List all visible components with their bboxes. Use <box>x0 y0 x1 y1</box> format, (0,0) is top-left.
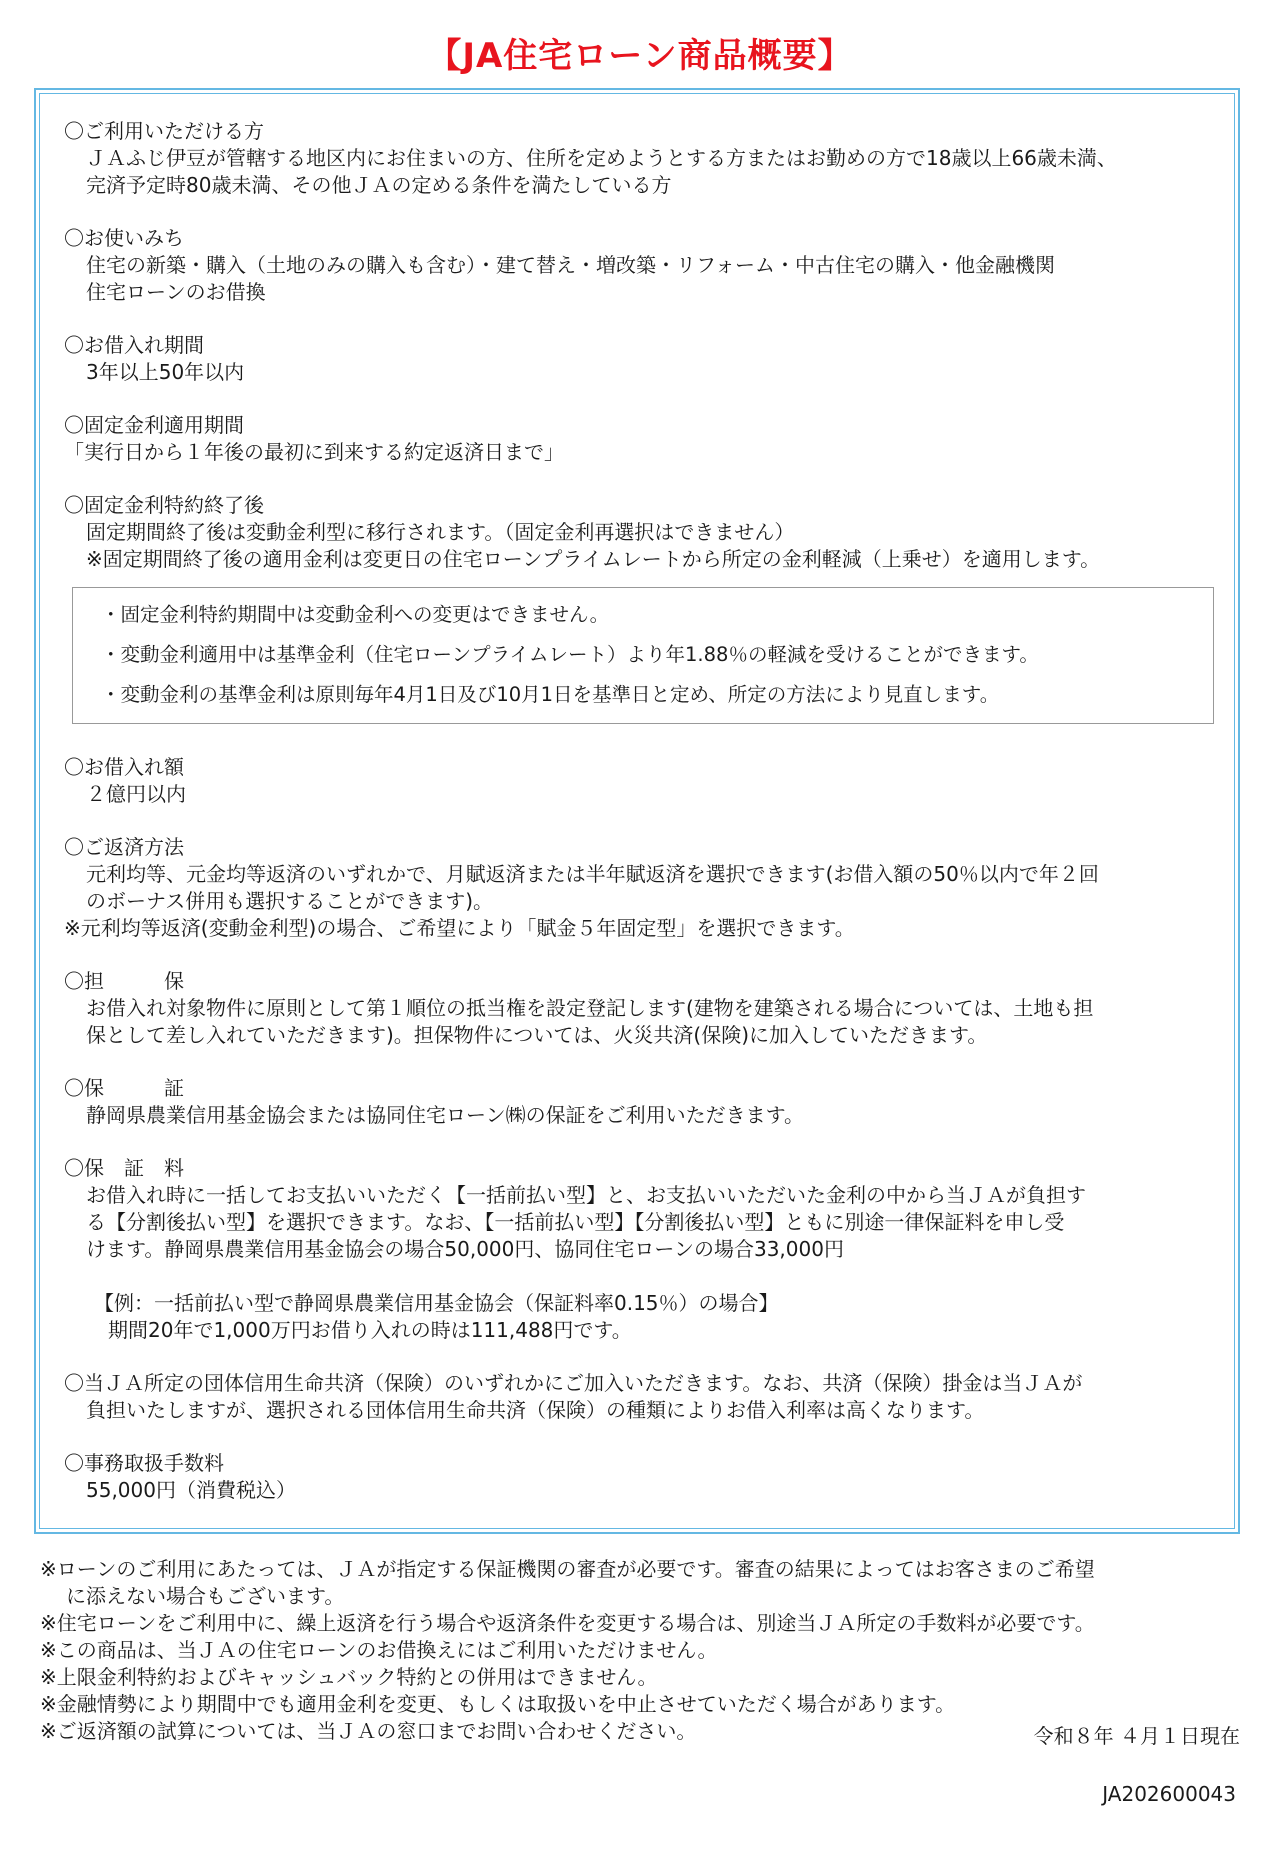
section-heading: 〇当ＪＡ所定の団体信用生命共済（保険）のいずれかにご加入いただきます。なお、共済（保険）掛金は当ＪＡが <box>64 1371 1083 1395</box>
section-text: 「実行日から１年後の最初に到来する約定返済日まで」 <box>64 440 564 464</box>
section-heading: 〇ご利用いただける方 <box>64 119 264 143</box>
section-text: のボーナス併用も選択することができます)。 <box>86 889 494 913</box>
section-group-life-insurance <box>64 1370 1210 1424</box>
footnote: ※住宅ローンをご利用中に、繰上返済を行う場合や返済条件を変更する場合は、別途当ＪＡ所定の手数料が必要です。 <box>40 1611 1095 1635</box>
footnote: ※ローンのご利用にあたっては、ＪＡが指定する保証機関の審査が必要です。審査の結果によってはお客さまのご希望 <box>40 1557 1095 1581</box>
section-text: お借入れ時に一括してお支払いいただく【一括前払い型】と、お支払いいただいた金利の中から当ＪＡが負担す <box>86 1183 1086 1207</box>
section-fixed-rate-period <box>64 412 1210 466</box>
section-repayment <box>64 834 1210 942</box>
section-heading: 〇ご返済方法 <box>64 835 184 859</box>
footnote: ※この商品は、当ＪＡの住宅ローンのお借換えにはご利用いただけません。 <box>40 1638 718 1662</box>
section-text: 住宅の新築・購入（土地のみの購入も含む）・建て替え・増改築・リフォーム・中古住宅の購入・他金融機関 <box>86 253 1055 277</box>
section-text: 元利均等、元金均等返済のいずれかで、月賦返済または半年賦返済を選択できます(お借入額の50％以内で年２回 <box>86 862 1099 886</box>
section-text: 完済予定時80歳未満、その他ＪＡの定める条件を満たしている方 <box>86 173 672 197</box>
section-loan-amount <box>64 754 1210 808</box>
section-heading: 〇お借入れ額 <box>64 755 184 779</box>
overview-frame <box>34 88 1240 1534</box>
footnotes <box>40 1556 1240 1745</box>
section-heading: 〇担 保 <box>64 969 184 993</box>
section-text: ２億円以内 <box>86 782 186 806</box>
footnote: ※上限金利特約およびキャッシュバック特約との併用はできません。 <box>40 1665 658 1689</box>
section-heading: 〇事務取扱手数料 <box>64 1451 224 1475</box>
section-text: 55,000円（消費税込） <box>86 1478 296 1502</box>
section-text: る【分割後払い型】を選択できます。なお、【一括前払い型】【分割後払い型】ともに別途一律保証料を申し受 <box>86 1210 1065 1234</box>
rate-note: ・変動金利適用中は基準金利（住宅ローンプライムレート）より年1.88％の軽減を受けることができます。 <box>101 643 1039 666</box>
rate-notes-box <box>72 587 1214 724</box>
example-title: 【例：一括前払い型で静岡県農業信用基金協会（保証料率0.15％）の場合】 <box>94 1291 779 1315</box>
spacer <box>64 1263 1210 1290</box>
section-text: 保として差し入れていただきます)。担保物件については、火災共済(保険)に加入していただきます。 <box>86 1023 988 1047</box>
overview-content <box>39 93 1235 1529</box>
footnote: に添えない場合もございます。 <box>66 1584 345 1608</box>
section-text: ※固定期間終了後の適用金利は変更日の住宅ローンプライムレートから所定の金利軽減（上乗せ）を適用します。 <box>86 547 1101 571</box>
section-note: ※元利均等返済(変動金利型)の場合、ご希望により「賦金５年固定型」を選択できます。 <box>64 916 855 940</box>
example-text: 期間20年で1,000万円お借り入れの時は111,488円です。 <box>108 1318 632 1342</box>
section-text: 負担いたしますが、選択される団体信用生命共済（保険）の種類によりお借入利率は高くなります。 <box>86 1398 985 1422</box>
section-purpose <box>64 225 1210 306</box>
section-text: けます。静岡県農業信用基金協会の場合50,000円、協同住宅ローンの場合33,000円 <box>86 1237 844 1261</box>
section-text: 3年以上50年以内 <box>86 360 245 384</box>
rate-note: ・変動金利の基準金利は原則毎年4月1日及び10月1日を基準日と定め、所定の方法により見直します。 <box>101 683 1000 706</box>
section-text: 固定期間終了後は変動金利型に移行されます。（固定金利再選択はできません） <box>86 520 795 544</box>
section-after-fixed-rate <box>64 492 1210 573</box>
section-eligibility <box>64 118 1210 199</box>
section-collateral <box>64 968 1210 1049</box>
section-handling-fee <box>64 1450 1210 1504</box>
section-text: 住宅ローンのお借換 <box>86 280 266 304</box>
section-text: ＪＡふじ伊豆が管轄する地区内にお住まいの方、住所を定めようとする方またはお勤めの方で18歳以上66歳未満、 <box>86 146 1117 170</box>
as-of-date: 令和８年 ４月１日現在 <box>1033 1724 1240 1748</box>
section-loan-term <box>64 332 1210 386</box>
document-code: JA202600043 <box>1102 1782 1236 1806</box>
footnote: ※金融情勢により期間中でも適用金利を変更、もしくは取扱いを中止させていただく場合があります。 <box>40 1692 956 1716</box>
section-heading: 〇保 証 <box>64 1076 184 1100</box>
page-title: 【JA住宅ローン商品概要】 <box>427 36 853 76</box>
section-text: お借入れ対象物件に原則として第１順位の抵当権を設定登記します(建物を建築される場合については、土地も担 <box>86 996 1094 1020</box>
section-guarantee-fee <box>64 1155 1210 1344</box>
footnote: ※ご返済額の試算については、当ＪＡの窓口までお問い合わせください。 <box>40 1719 697 1743</box>
section-guarantee <box>64 1075 1210 1129</box>
section-text: 静岡県農業信用基金協会または協同住宅ローン㈱の保証をご利用いただきます。 <box>86 1103 804 1127</box>
section-heading: 〇お使いみち <box>64 226 184 250</box>
rate-note: ・固定金利特約期間中は変動金利への変更はできません。 <box>101 603 610 626</box>
section-heading: 〇お借入れ期間 <box>64 333 204 357</box>
section-heading: 〇固定金利特約終了後 <box>64 493 264 517</box>
section-heading: 〇保 証 料 <box>64 1156 184 1180</box>
section-heading: 〇固定金利適用期間 <box>64 413 244 437</box>
